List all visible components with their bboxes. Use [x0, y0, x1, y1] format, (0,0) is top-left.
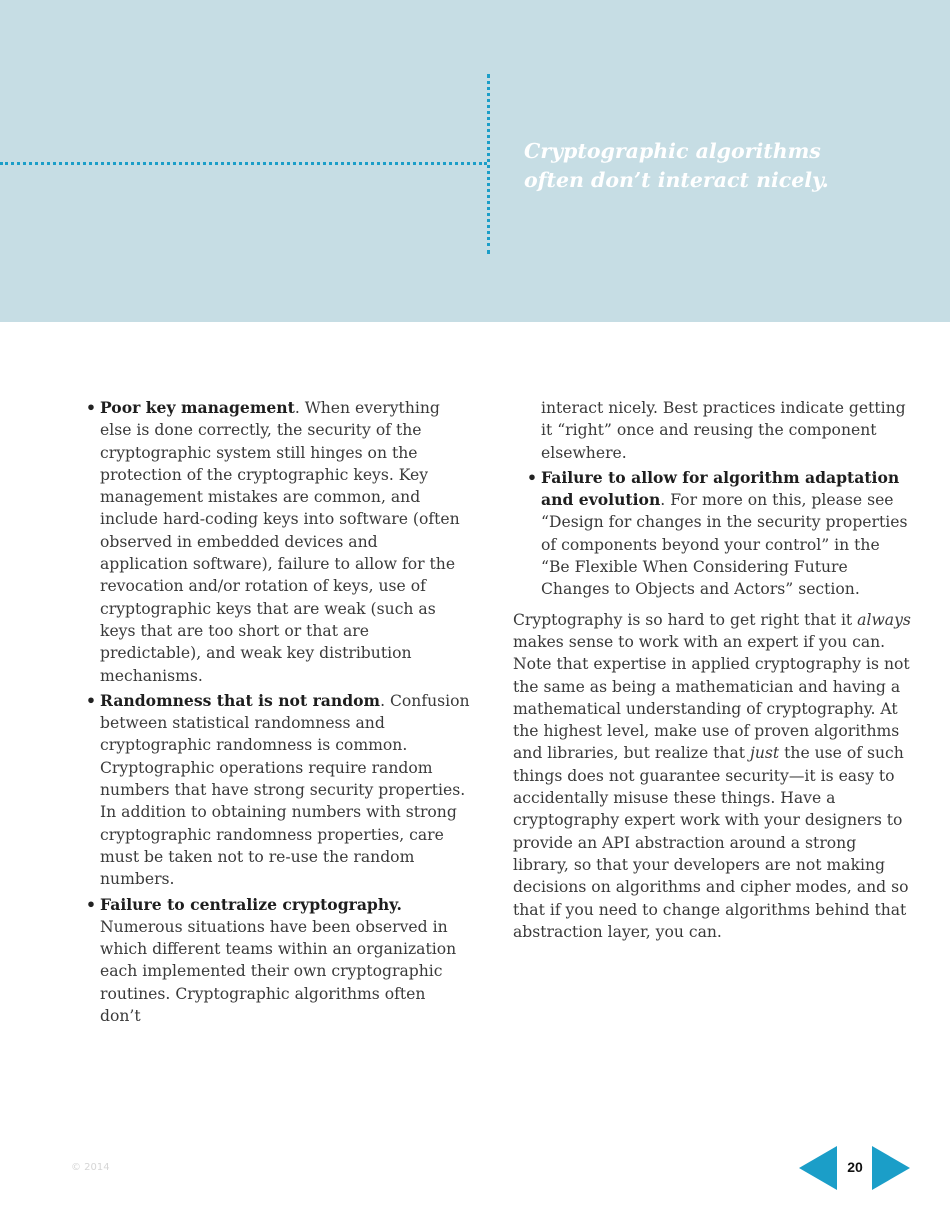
pull-quote-line-2: often don’t interact nicely. — [524, 168, 829, 192]
header-banner — [0, 0, 950, 322]
bullet-text: . Confusion between statistical randomness and cryptographic randomness is common. Cryptographic operations require random numbers that have strong security properties. In addition to obtaining numbers with strong cryptographic randomness properties, care must be taken not to re-use the random numbers. — [100, 691, 470, 889]
left-column — [86, 397, 470, 1030]
bullet-title: Failure to allow for algorithm adaptation and evolution — [541, 467, 900, 510]
right-column — [513, 397, 913, 943]
copyright-notice: © 2014 — [71, 1162, 110, 1173]
bullet-text: . When everything else is done correctly, the security of the cryptographic system still hinges on the protection of the cryptographic keys. Key management mistakes are common, and include hard-coding keys into software (often observed in embedded devices and application software), failure to allow for the revocation and/or rotation of keys, use of cryptographic keys that are weak (such as keys that are too short or that are predictable), and weak key distribution mechanisms. — [100, 399, 460, 685]
triangle-left-icon[interactable] — [799, 1146, 837, 1190]
bullet-title: Randomness that is not random — [100, 690, 381, 710]
body-paragraph — [513, 609, 913, 943]
bullet-algorithm-adaptation — [527, 467, 913, 601]
next-page-arrow[interactable] — [872, 1146, 910, 1190]
bullet-text: Numerous situations have been observed in which different teams within an organization each implemented their own cryptographic routines. Cryptographic algorithms often don’t — [100, 917, 457, 1026]
bullet-title: Poor key management — [100, 398, 295, 417]
bullet-continuation: interact nicely. Best practices indicate getting it “right” once and reusing the component elsewhere. — [541, 399, 906, 462]
dotted-vertical-divider — [487, 74, 490, 254]
bullet-key-management — [86, 397, 470, 687]
prev-page-arrow[interactable] — [799, 1146, 837, 1190]
paragraph-text: makes sense to work with an expert if you can. Note that expertise in applied cryptography is not the same as being a mathematician and having a mathematical understanding of cryptography. At the highest level, make use of proven algorithms and libraries, but realize that — [513, 632, 910, 763]
pull-quote-line-1: Cryptographic algorithms — [524, 139, 821, 163]
paragraph-emphasis: just — [750, 744, 780, 763]
page-number: 20 — [847, 1159, 863, 1175]
paragraph-text: Cryptography is so hard to get right that it — [513, 610, 858, 629]
pull-quote — [524, 137, 844, 195]
triangle-right-icon[interactable] — [872, 1146, 910, 1190]
bullet-text: . For more on this, please see “Design for changes in the security properties of components beyond your control” in the “Be Flexible When Considering Future Changes to Objects and Actors” section. — [541, 491, 908, 599]
bullet-title: Failure to centralize cryptography. — [100, 894, 402, 914]
dotted-horizontal-divider — [0, 162, 487, 165]
paragraph-text: the use of such things does not guarantee security—it is easy to accidentally misuse these things. Have a cryptography expert work with your designers to provide an API abstraction around a strong library, so that your developers are not making decisions on algorithms and cipher modes, and so that if you need to change algorithms behind that abstraction layer, you can. — [513, 744, 909, 941]
bullet-randomness — [86, 690, 470, 891]
bullet-centralize — [86, 894, 470, 1028]
paragraph-emphasis: always — [857, 610, 911, 629]
